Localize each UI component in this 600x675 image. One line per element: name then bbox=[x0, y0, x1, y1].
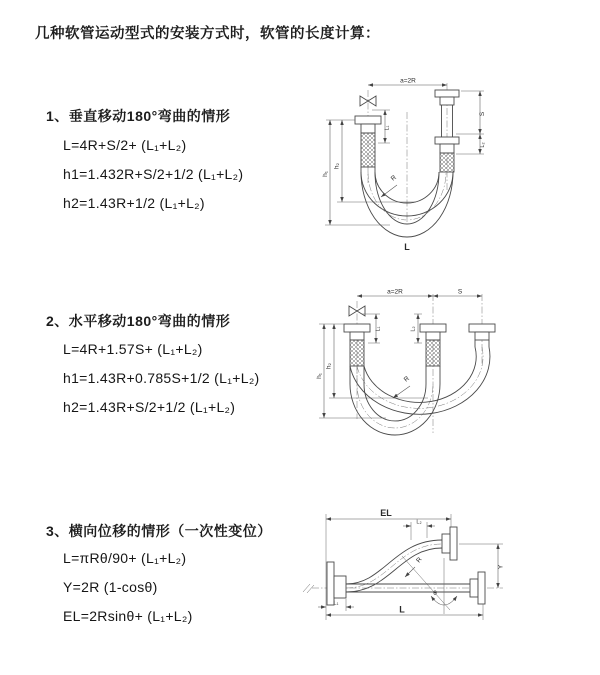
left-flange bbox=[344, 324, 370, 332]
dim-label-l2: L₂ bbox=[480, 142, 486, 148]
dim-label-length: L bbox=[399, 604, 405, 615]
section-3-formula-EL: EL=2Rsinθ+ (L₁+L₂) bbox=[63, 608, 193, 624]
dim-label-l2: L₂ bbox=[416, 519, 422, 526]
right-flange-top-neck bbox=[440, 97, 454, 105]
section-3-heading: 3、横向位移的情形（一次性变位） bbox=[46, 523, 272, 539]
diagram-horizontal-u-bend bbox=[310, 281, 550, 456]
left-braided-hose bbox=[350, 340, 364, 366]
diagram-vertical-u-bend bbox=[300, 70, 540, 265]
hose-wide-centerline bbox=[357, 347, 483, 408]
section-3-formula-L: L=πRθ/90+ (L₁+L₂) bbox=[63, 550, 187, 566]
dim-label-l2: L₂ bbox=[410, 326, 417, 332]
hose-deep-inner-wall bbox=[364, 366, 426, 421]
section-1-formula-h2: h2=1.43R+1/2 (L₁+L₂) bbox=[63, 195, 205, 211]
diagram-lateral-displacement bbox=[298, 500, 565, 645]
break-mark bbox=[303, 584, 314, 593]
radius-leader bbox=[381, 185, 397, 197]
left-flange-neck bbox=[350, 332, 364, 340]
middle-braided-hose bbox=[426, 340, 440, 366]
section-3-formula-Y: Y=2R (1-cosθ) bbox=[63, 579, 158, 595]
dim-label-s: S bbox=[457, 288, 463, 296]
section-2-formula-h1: h1=1.43R+0.785S+1/2 (L₁+L₂) bbox=[63, 370, 260, 386]
radius-leader bbox=[405, 567, 415, 577]
radius-leader bbox=[393, 386, 410, 398]
left-flange-neck bbox=[361, 124, 375, 133]
dim-label-l1: L₁ bbox=[333, 600, 339, 607]
angle-reference-line bbox=[402, 556, 450, 610]
angle-label-theta: θ bbox=[433, 590, 437, 597]
dim-label-a2r: a=2R bbox=[387, 288, 403, 296]
dim-label-s: S bbox=[479, 111, 486, 117]
dim-label-h2: h₂ bbox=[333, 162, 341, 170]
length-label: L bbox=[404, 242, 410, 252]
dim-label-l1: L₁ bbox=[384, 125, 391, 131]
right-flange-lower-neck bbox=[440, 144, 454, 153]
section-2-heading: 2、水平移动180°弯曲的情形 bbox=[46, 313, 231, 329]
hose-wide-inner-wall bbox=[364, 347, 476, 402]
middle-flange-neck bbox=[426, 332, 440, 340]
hose-scurve-wall-lower bbox=[346, 548, 442, 592]
right-flange-plate bbox=[478, 572, 485, 604]
section-1-formula-h1: h1=1.432R+S/2+1/2 (L₁+L₂) bbox=[63, 166, 244, 182]
upper-flange-plate bbox=[450, 527, 457, 560]
right-flange-lower bbox=[435, 137, 459, 144]
dim-label-h1: h₁ bbox=[316, 373, 323, 379]
hose-scurve-wall-upper bbox=[346, 540, 442, 584]
upper-fitting bbox=[442, 534, 450, 553]
section-1-heading: 1、垂直移动180°弯曲的情形 bbox=[46, 108, 231, 124]
dim-label-l1: L₁ bbox=[375, 326, 382, 332]
dim-label-y: Y bbox=[497, 564, 505, 570]
radius-label: R bbox=[389, 174, 398, 183]
radius-label: R bbox=[402, 375, 411, 384]
left-flange bbox=[355, 116, 381, 124]
section-2-formula-L: L=4R+1.57S+ (L₁+L₂) bbox=[63, 341, 203, 357]
right-flange-top bbox=[435, 90, 459, 97]
dim-label-h1: h₁ bbox=[322, 171, 329, 177]
right-flange bbox=[469, 324, 495, 332]
right-braided-hose bbox=[440, 153, 454, 172]
hose-deep-outer-wall bbox=[350, 366, 440, 435]
left-braided-hose bbox=[361, 133, 375, 167]
page-title: 几种软管运动型式的安装方式时，软管的长度计算： bbox=[35, 26, 380, 42]
section-1-formula-L: L=4R+S/2+ (L₁+L₂) bbox=[63, 137, 187, 153]
dim-label-a2r: a=2R bbox=[400, 77, 416, 85]
section-2-formula-h2: h2=1.43R+S/2+1/2 (L₁+L₂) bbox=[63, 399, 236, 415]
dim-label-el: EL bbox=[380, 508, 392, 518]
right-fitting bbox=[470, 579, 478, 597]
right-flange-neck bbox=[475, 332, 489, 340]
middle-flange bbox=[420, 324, 446, 332]
left-fitting bbox=[334, 576, 346, 598]
left-flange-plate bbox=[327, 562, 334, 605]
radius-label: R bbox=[415, 556, 424, 565]
dim-label-h2: h₂ bbox=[325, 362, 333, 370]
